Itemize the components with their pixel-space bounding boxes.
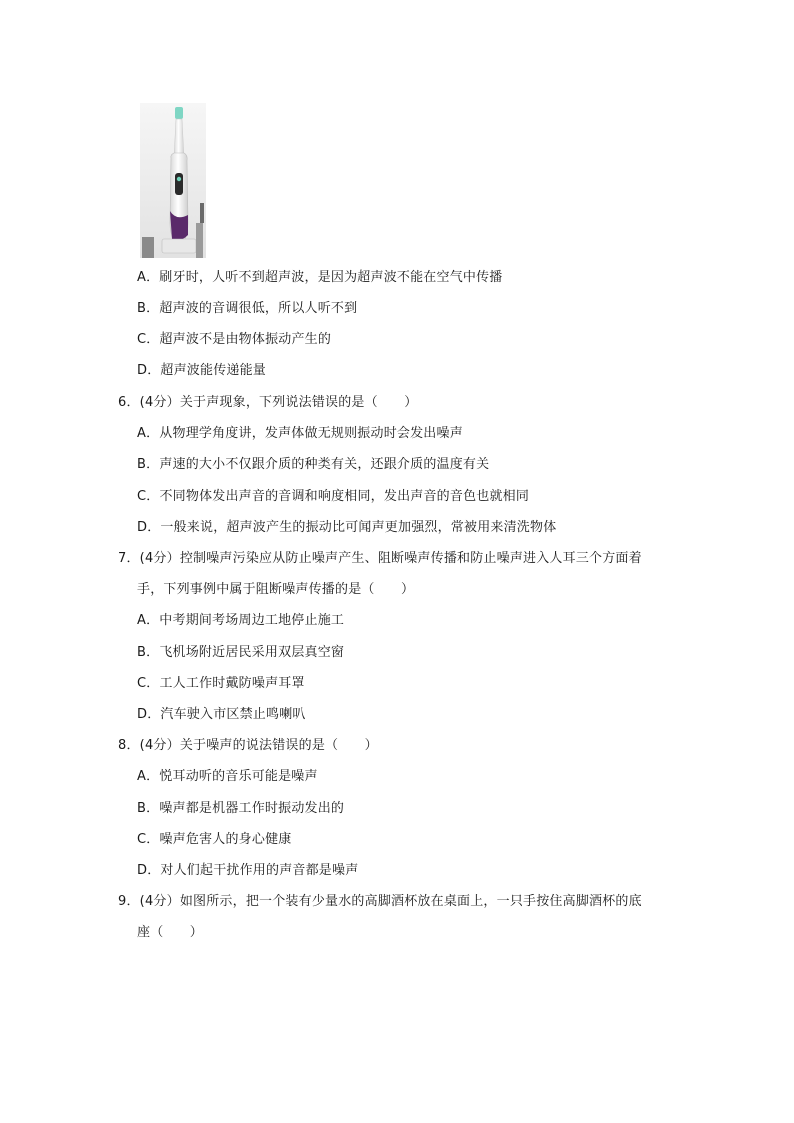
q8-option-d: D．对人们起干扰作用的声音都是噪声 xyxy=(137,863,359,878)
q5-option-b: B．超声波的音调很低，所以人听不到 xyxy=(137,301,358,316)
q8-stem: 8．(4分）关于噪声的说法错误的是（ ） xyxy=(118,738,378,753)
q7-option-c: C．工人工作时戴防噪声耳罩 xyxy=(137,676,305,691)
q5-option-c: C．超声波不是由物体振动产生的 xyxy=(137,332,332,347)
q6-option-b: B．声速的大小不仅跟介质的种类有关，还跟介质的温度有关 xyxy=(137,457,490,472)
q8-option-a: A．悦耳动听的音乐可能是噪声 xyxy=(137,769,318,784)
q7-stem-line1: 7．(4分）控制噪声污染应从防止噪声产生、阻断噪声传播和防止噪声进入人耳三个方面着 xyxy=(118,551,642,566)
q7-option-a: A．中考期间考场周边工地停止施工 xyxy=(137,613,345,628)
q6-option-d: D．一般来说，超声波产生的振动比可闻声更加强烈，常被用来清洗物体 xyxy=(137,520,557,535)
electric-toothbrush-photo xyxy=(140,103,206,258)
q7-option-b: B．飞机场附近居民采用双层真空窗 xyxy=(137,645,345,660)
q8-option-b: B．噪声都是机器工作时振动发出的 xyxy=(137,801,345,816)
q9-stem-line1: 9．(4分）如图所示，把一个装有少量水的高脚酒杯放在桌面上，一只手按住高脚酒杯的底 xyxy=(118,894,642,909)
q6-option-a: A．从物理学角度讲，发声体做无规则振动时会发出噪声 xyxy=(137,426,463,441)
q9-stem-line2: 座（ ） xyxy=(137,925,204,940)
q8-option-c: C．噪声危害人的身心健康 xyxy=(137,832,292,847)
q6-option-c: C．不同物体发出声音的音调和响度相同，发出声音的音色也就相同 xyxy=(137,489,530,504)
q5-option-d: D．超声波能传递能量 xyxy=(137,363,267,378)
q7-stem-line2: 手，下列事例中属于阻断噪声传播的是（ ） xyxy=(137,582,415,597)
q6-stem: 6．(4分）关于声现象，下列说法错误的是（ ） xyxy=(118,395,418,410)
q5-option-a: A．刷牙时，人听不到超声波，是因为超声波不能在空气中传播 xyxy=(137,270,503,285)
q7-option-d: D．汽车驶入市区禁止鸣喇叭 xyxy=(137,707,306,722)
toothbrush-image-icon xyxy=(140,103,206,258)
